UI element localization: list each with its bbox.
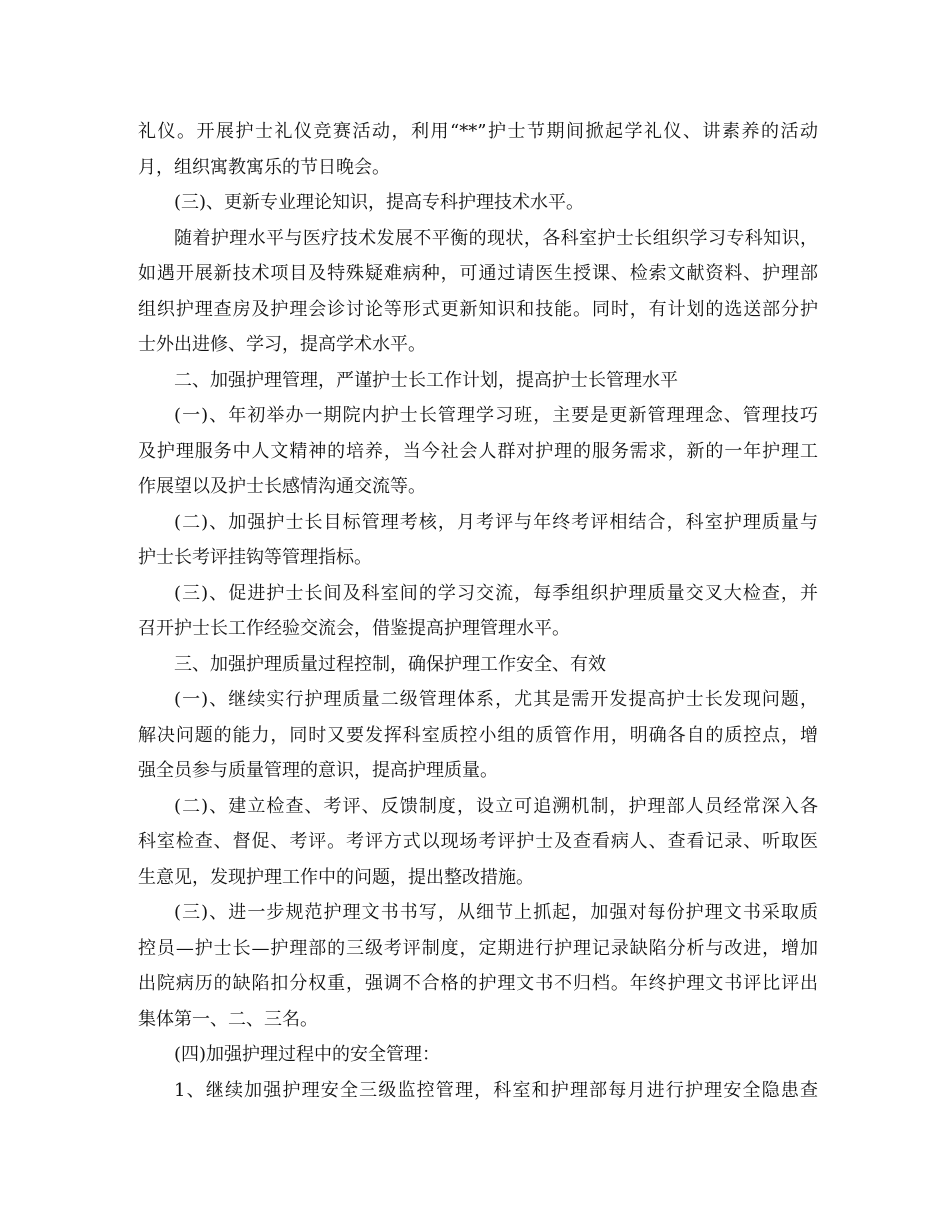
text-line: 强全员参与质量管理的意识，提高护理质量。 [138,760,498,781]
text-line: 召开护士长工作经验交流会，借鉴提高护理管理水平。 [138,618,570,639]
text-line: 控员—护士长—护理部的三级考评制度，定期进行护理记录缺陷分析与改进，增加 [138,937,818,959]
text-line: 如遇开展新技术项目及特殊疑难病种，可通过请医生授课、检索文献资料、护理部 [138,263,818,284]
text-line: (二)、加强护士长目标管理考核，月考评与年终考评相结合，科室护理质量与 [174,511,818,533]
text-line: 出院病历的缺陷扣分权重，强调不合格的护理文书不归档。年终护理文书评比评出 [138,973,818,994]
text-line: 三、加强护理质量过程控制，确保护理工作安全、有效 [174,653,606,675]
text-line: (一)、继续实行护理质量二级管理体系，尤其是需开发提高护士长发现问题， [174,689,818,710]
text-line: (一)、年初举办一期院内护士长管理学习班，主要是更新管理理念、管理技巧 [174,405,818,426]
text-line: (三)、更新专业理论知识，提高专科护理技术水平。 [174,192,585,213]
text-line: 解决问题的能力，同时又要发挥科室质控小组的质管作用，明确各自的质控点，增 [138,724,818,746]
text-line: 生意见，发现护理工作中的问题，提出整改措施。 [138,866,534,888]
text-line: 礼仪。开展护士礼仪竞赛活动，利用“**”护士节期间掀起学礼仪、讲素养的活动 [138,121,818,142]
text-line: 月，组织寓教寓乐的节日晚会。 [138,156,390,178]
text-line: 集体第一、二、三名。 [138,1008,318,1030]
text-line: 1、继续加强护理安全三级监控管理，科室和护理部每月进行护理安全隐患查 [174,1079,818,1101]
text-line: 士外出进修、学习，提高学术水平。 [138,334,426,355]
text-line: 科室检查、督促、考评。考评方式以现场考评护士及查看病人、查看记录、听取医 [138,831,818,852]
text-line: (三)、进一步规范护理文书书写，从细节上抓起，加强对每份护理文书采取质 [174,902,818,923]
text-line: (三)、促进护士长间及科室间的学习交流，每季组织护理质量交叉大检查，并 [174,582,818,604]
document-body [138,114,818,1108]
text-line: (二)、建立检查、考评、反馈制度，设立可追溯机制，护理部人员经常深入各 [174,795,818,817]
text-line: 作展望以及护士长感情沟通交流等。 [138,476,426,497]
text-line: (四)加强护理过程中的安全管理： [174,1044,441,1065]
text-line: 护士长考评挂钩等管理指标。 [138,547,372,568]
text-line: 随着护理水平与医疗技术发展不平衡的现状，各科室护士长组织学习专科知识， [174,227,818,249]
text-line: 及护理服务中人文精神的培养，当今社会人群对护理的服务需求，新的一年护理工 [138,440,818,462]
text-line: 二、加强护理管理，严谨护士长工作计划，提高护士长管理水平 [174,369,678,391]
text-line: 组织护理查房及护理会诊讨论等形式更新知识和技能。同时，有计划的选送部分护 [138,298,818,320]
